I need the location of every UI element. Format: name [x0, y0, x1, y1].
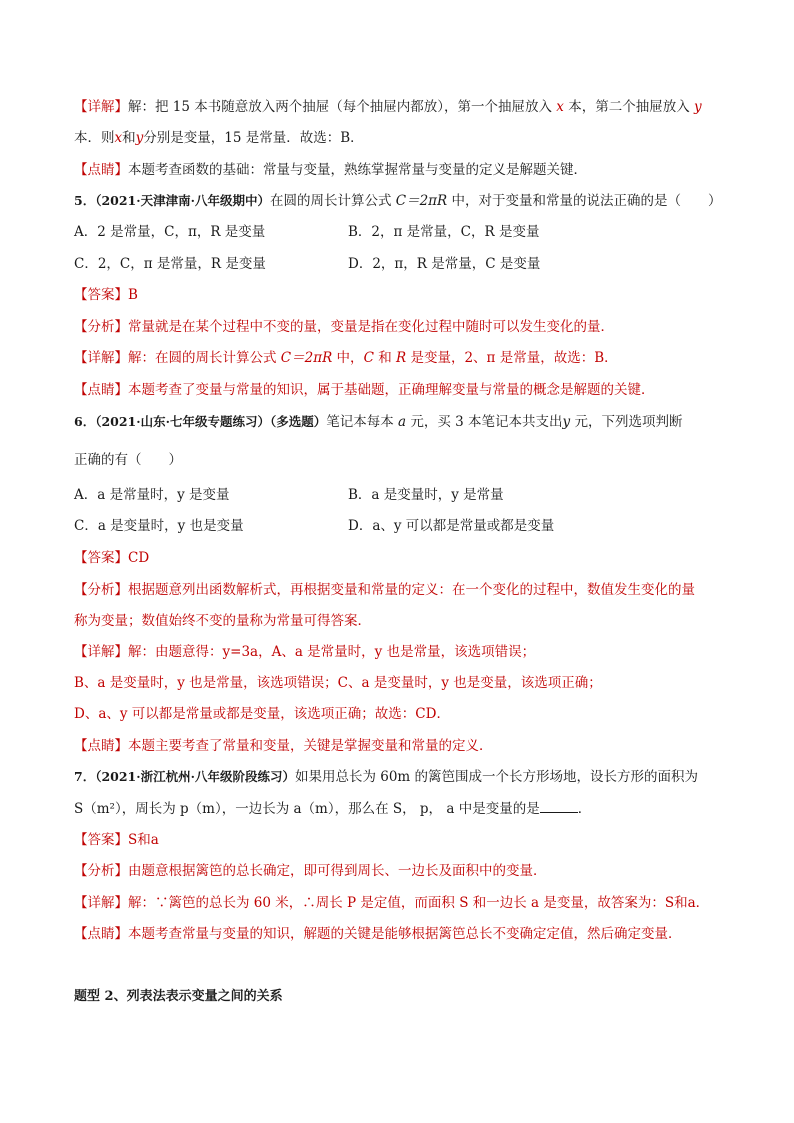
q6-option-b: B．a 是变量时，y 是常量 — [348, 487, 504, 503]
q5-answer — [74, 285, 138, 305]
section-heading: 题型 2、列表法表示变量之间的关系 — [74, 989, 283, 1004]
q7-stem-text-1: 如果用总长为 60m 的篱笆围成一个长方形场地，设长方形的面积为 — [294, 769, 699, 785]
q7-comment-text: 本题考查常量与变量的知识，解题的关键是能够根据篱笆总长不变确定定值，然后确定变量． — [128, 926, 682, 942]
comment-tag: 【点睛】 — [74, 926, 128, 942]
q5-source: （2021·天津津南·八年级期中） — [95, 193, 270, 208]
detail-tag: 【详解】 — [74, 895, 128, 911]
q5-detail — [74, 348, 618, 368]
comment-tag: 【点睛】 — [74, 382, 128, 398]
answer-tag: 【答案】 — [74, 832, 128, 848]
q7-comment — [74, 924, 682, 944]
detail-tag: 【详解】 — [74, 644, 128, 660]
q7-detail-text: 解：∵篱笆的总长为 60 米，∴周长 P 是定值，而面积 S 和一边长 a 是变量，故答案为：S和a． — [128, 895, 710, 911]
q7-stem-text-2: S（m²），周长为 p（m），一边长为 a（m），那么在 S， p， a 中是变量的是 — [74, 801, 540, 817]
q7-stem-end: ． — [577, 801, 592, 817]
q7-analysis — [74, 861, 547, 881]
q6-multi: （多选题） — [269, 414, 327, 429]
q6-detail-line-3: D、a、y 可以都是常量或都是变量，该选项正确；故选：CD． — [74, 706, 450, 722]
q7-number: 7． — [74, 769, 96, 784]
q7-detail — [74, 893, 709, 913]
q6-source: （2021·山东·七年级专题练习） — [95, 414, 270, 429]
q5-stem-formula: C＝2πR — [395, 193, 448, 209]
q6-answer-value: CD — [128, 550, 150, 566]
comment-tag: 【点睛】 — [74, 162, 128, 178]
q5-comment-text: 本题考查了变量与常量的知识，属于基础题，正确理解变量与常量的概念是解题的关键． — [128, 382, 655, 398]
q5-number: 5． — [74, 193, 96, 208]
q5-stem — [74, 191, 722, 211]
q5-analysis — [74, 317, 614, 337]
q4-detail-text-a: 解：把 15 本书随意放入两个抽屉（每个抽屉内都放），第一个抽屉放入 — [128, 99, 553, 115]
q5-answer-value: B — [128, 287, 138, 303]
q4-detail-var-y: y — [689, 99, 702, 115]
q5-comment — [74, 380, 655, 400]
analysis-tag: 【分析】 — [74, 863, 128, 879]
q5-option-c: C．2，C，π 是常量，R 是变量 — [74, 256, 266, 272]
q6-comment-text: 本题主要考查了常量和变量，关键是掌握变量和常量的定义． — [128, 738, 493, 754]
q5-option-a: A．2 是常量，C，π，R 是变量 — [74, 224, 266, 240]
q6-stem-a-var: a — [398, 414, 407, 430]
q7-answer-value: S和a — [128, 832, 159, 848]
q6-comment — [74, 736, 493, 756]
q6-option-c: C．a 是变量时，y 也是变量 — [74, 518, 244, 534]
q7-stem-line-1 — [74, 767, 698, 787]
q6-detail-line-1 — [74, 642, 535, 662]
q4-detail-line-1 — [74, 97, 702, 117]
q7-source: （2021·浙江杭州·八年级阶段练习） — [95, 769, 295, 784]
q4-detail-var-x2: x — [114, 130, 123, 146]
q4-detail-line-2 — [74, 128, 364, 148]
q5-stem-b: 中，对于变量和常量的说法正确的是（ ） — [447, 193, 722, 209]
q6-stem-y: y — [562, 414, 571, 430]
q6-number: 6． — [74, 414, 96, 429]
q4-detail-text-d: 和 — [122, 130, 136, 146]
answer-tag: 【答案】 — [74, 287, 128, 303]
comment-tag: 【点睛】 — [74, 738, 128, 754]
q4-detail-var-x: x — [552, 99, 569, 115]
q6-option-a: A．a 是常量时，y 是变量 — [74, 487, 230, 503]
q5-option-b: B．2，π 是常量，C，R 是变量 — [348, 224, 540, 240]
q4-comment — [74, 160, 587, 180]
q5-detail-f: 是变量，2、π 是常量，故选：B． — [406, 350, 618, 366]
q6-stem-b: 元，买 3 本笔记本共支出 — [406, 414, 563, 430]
q4-detail-text-b: 本，第二个抽屉放入 — [568, 99, 690, 115]
q6-detail-line-2: B、a 是变量时，y 也是常量，该选项错误；C、a 是变量时，y 也是变量，该选项正确； — [74, 675, 602, 691]
detail-tag: 【详解】 — [74, 99, 128, 115]
q4-detail-text-c: 本．则 — [74, 130, 115, 146]
q4-detail-text-e: 分别是变量，15 是常量．故选：B． — [143, 130, 364, 146]
q6-stem-line-1 — [74, 412, 682, 432]
q7-answer — [74, 830, 159, 850]
analysis-tag: 【分析】 — [74, 319, 128, 335]
q6-analysis-text-1: 根据题意列出函数解析式，再根据变量和常量的定义：在一个变化的过程中，数值发生变化的量 — [128, 582, 695, 598]
detail-tag: 【详解】 — [74, 350, 128, 366]
q6-stem-a: 笔记本每本 — [326, 414, 399, 430]
answer-tag: 【答案】 — [74, 550, 128, 566]
q6-analysis-line-1 — [74, 580, 695, 600]
q5-detail-b: 中， — [332, 350, 364, 366]
q5-detail-a: 解：在圆的周长计算公式 — [128, 350, 281, 366]
q6-analysis-line-2: 称为变量；数值始终不变的量称为常量可得答案． — [74, 613, 371, 629]
q5-detail-formula: C＝2πR — [280, 350, 333, 366]
q5-analysis-text: 常量就是在某个过程中不变的量，变量是指在变化过程中随时可以发生变化的量． — [128, 319, 614, 335]
q6-detail-text-1: 解：由题意得：y=3a，A、a 是常量时，y 也是常量，该选项错误； — [128, 644, 536, 660]
q5-stem-a: 在圆的周长计算公式 — [269, 193, 396, 209]
q4-detail-var-y2: y — [135, 130, 144, 146]
q6-option-d: D．a、y 可以都是常量或都是变量 — [348, 518, 555, 534]
q6-answer — [74, 548, 149, 568]
q6-stem-c: 元，下列选项判断 — [570, 414, 683, 430]
analysis-tag: 【分析】 — [74, 582, 128, 598]
q5-detail-d: 和 — [373, 350, 396, 366]
q7-analysis-text: 由题意根据篱笆的总长确定，即可得到周长、一边长及面积中的变量． — [128, 863, 547, 879]
q5-detail-c: C — [363, 350, 374, 366]
q6-stem-line-2: 正确的有（ ） — [74, 452, 182, 468]
q5-option-d: D．2，π，R 是常量，C 是变量 — [348, 256, 541, 272]
q7-stem-line-2 — [74, 799, 591, 819]
q4-comment-text: 本题考查函数的基础：常量与变量，熟练掌握常量与变量的定义是解题关键． — [128, 162, 587, 178]
q7-answer-blank — [540, 799, 578, 813]
q5-detail-e: R — [396, 350, 407, 366]
